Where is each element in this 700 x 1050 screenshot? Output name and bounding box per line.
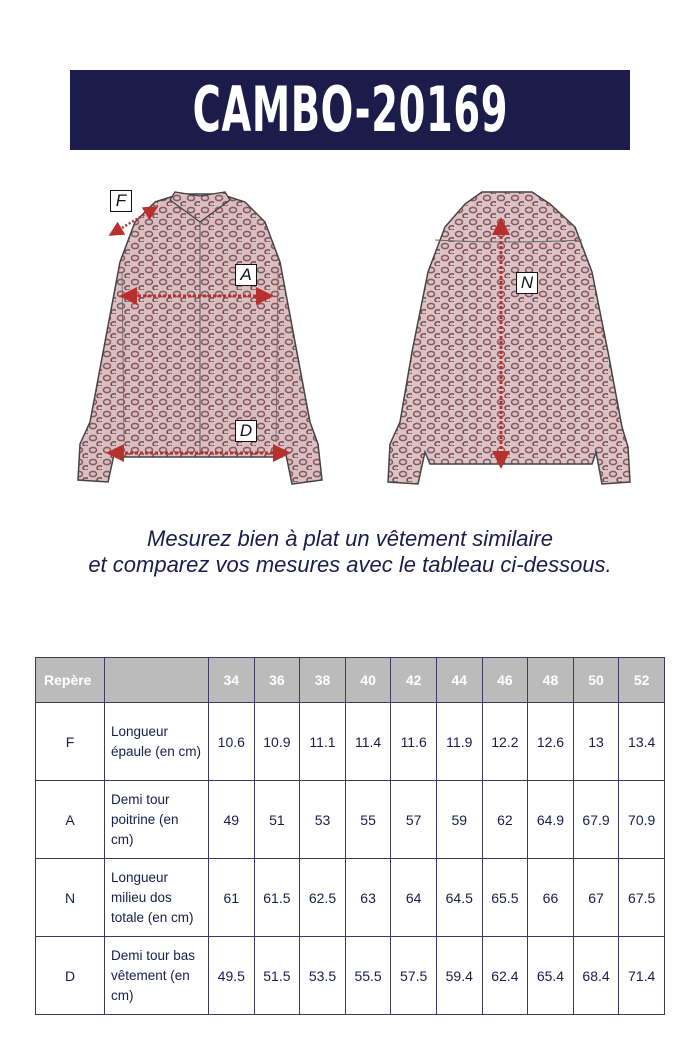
size-chart-table bbox=[35, 657, 665, 1015]
cell-value: 59.4 bbox=[436, 937, 482, 1015]
header-size: 44 bbox=[436, 658, 482, 703]
cell-value: 68.4 bbox=[573, 937, 619, 1015]
cell-value: 55 bbox=[345, 781, 391, 859]
cell-value: 67.5 bbox=[619, 859, 665, 937]
row-code: D bbox=[36, 937, 105, 1015]
cell-value: 53.5 bbox=[300, 937, 346, 1015]
header-size: 36 bbox=[254, 658, 300, 703]
table-row bbox=[36, 937, 665, 1015]
shirt-back-body bbox=[388, 192, 630, 484]
product-title: CAMBO-20169 bbox=[192, 73, 508, 146]
marker-a: A bbox=[235, 264, 257, 286]
header-size: 48 bbox=[528, 658, 574, 703]
cell-value: 65.5 bbox=[482, 859, 528, 937]
cell-value: 61 bbox=[209, 859, 255, 937]
cell-value: 53 bbox=[300, 781, 346, 859]
cell-value: 11.4 bbox=[345, 703, 391, 781]
cell-value: 59 bbox=[436, 781, 482, 859]
cell-value: 62.5 bbox=[300, 859, 346, 937]
marker-f: F bbox=[110, 190, 132, 212]
cell-value: 62.4 bbox=[482, 937, 528, 1015]
table-row bbox=[36, 781, 665, 859]
instruction-line-1: Mesurez bien à plat un vêtement similaire bbox=[147, 526, 553, 551]
cell-value: 67.9 bbox=[573, 781, 619, 859]
header-repere: Repère bbox=[36, 658, 105, 703]
table-header-row bbox=[36, 658, 665, 703]
cell-value: 64.9 bbox=[528, 781, 574, 859]
cell-value: 11.6 bbox=[391, 703, 437, 781]
cell-value: 66 bbox=[528, 859, 574, 937]
cell-value: 10.6 bbox=[209, 703, 255, 781]
cell-value: 62 bbox=[482, 781, 528, 859]
cell-value: 12.6 bbox=[528, 703, 574, 781]
cell-value: 70.9 bbox=[619, 781, 665, 859]
row-label: Longueur milieu dos totale (en cm) bbox=[105, 859, 209, 937]
cell-value: 11.1 bbox=[300, 703, 346, 781]
cell-value: 11.9 bbox=[436, 703, 482, 781]
cell-value: 51 bbox=[254, 781, 300, 859]
row-code: A bbox=[36, 781, 105, 859]
header-size: 52 bbox=[619, 658, 665, 703]
shirt-back-drawing bbox=[370, 182, 650, 492]
marker-d: D bbox=[235, 420, 257, 442]
cell-value: 49 bbox=[209, 781, 255, 859]
cell-value: 63 bbox=[345, 859, 391, 937]
cell-value: 61.5 bbox=[254, 859, 300, 937]
header-size: 38 bbox=[300, 658, 346, 703]
cell-value: 10.9 bbox=[254, 703, 300, 781]
cell-value: 12.2 bbox=[482, 703, 528, 781]
marker-n: N bbox=[516, 272, 538, 294]
table-row bbox=[36, 703, 665, 781]
instruction-line-2: et comparez vos mesures avec le tableau ci-dessous. bbox=[88, 552, 612, 577]
header-size: 40 bbox=[345, 658, 391, 703]
cell-value: 51.5 bbox=[254, 937, 300, 1015]
cell-value: 49.5 bbox=[209, 937, 255, 1015]
cell-value: 71.4 bbox=[619, 937, 665, 1015]
shirt-back-illustration bbox=[370, 182, 650, 492]
header-size: 50 bbox=[573, 658, 619, 703]
cell-value: 13.4 bbox=[619, 703, 665, 781]
row-label: Demi tour poitrine (en cm) bbox=[105, 781, 209, 859]
header-label-blank bbox=[105, 658, 209, 703]
title-banner bbox=[70, 70, 630, 150]
shirt-front-drawing bbox=[60, 182, 340, 492]
header-size: 46 bbox=[482, 658, 528, 703]
cell-value: 64.5 bbox=[436, 859, 482, 937]
shirt-front-illustration bbox=[60, 182, 340, 492]
row-label: Longueur épaule (en cm) bbox=[105, 703, 209, 781]
header-size: 34 bbox=[209, 658, 255, 703]
cell-value: 57.5 bbox=[391, 937, 437, 1015]
table-row bbox=[36, 859, 665, 937]
row-label: Demi tour bas vêtement (en cm) bbox=[105, 937, 209, 1015]
header-size: 42 bbox=[391, 658, 437, 703]
cell-value: 55.5 bbox=[345, 937, 391, 1015]
cell-value: 57 bbox=[391, 781, 437, 859]
cell-value: 13 bbox=[573, 703, 619, 781]
measurement-instructions bbox=[0, 526, 700, 578]
row-code: N bbox=[36, 859, 105, 937]
cell-value: 65.4 bbox=[528, 937, 574, 1015]
cell-value: 67 bbox=[573, 859, 619, 937]
row-code: F bbox=[36, 703, 105, 781]
cell-value: 64 bbox=[391, 859, 437, 937]
